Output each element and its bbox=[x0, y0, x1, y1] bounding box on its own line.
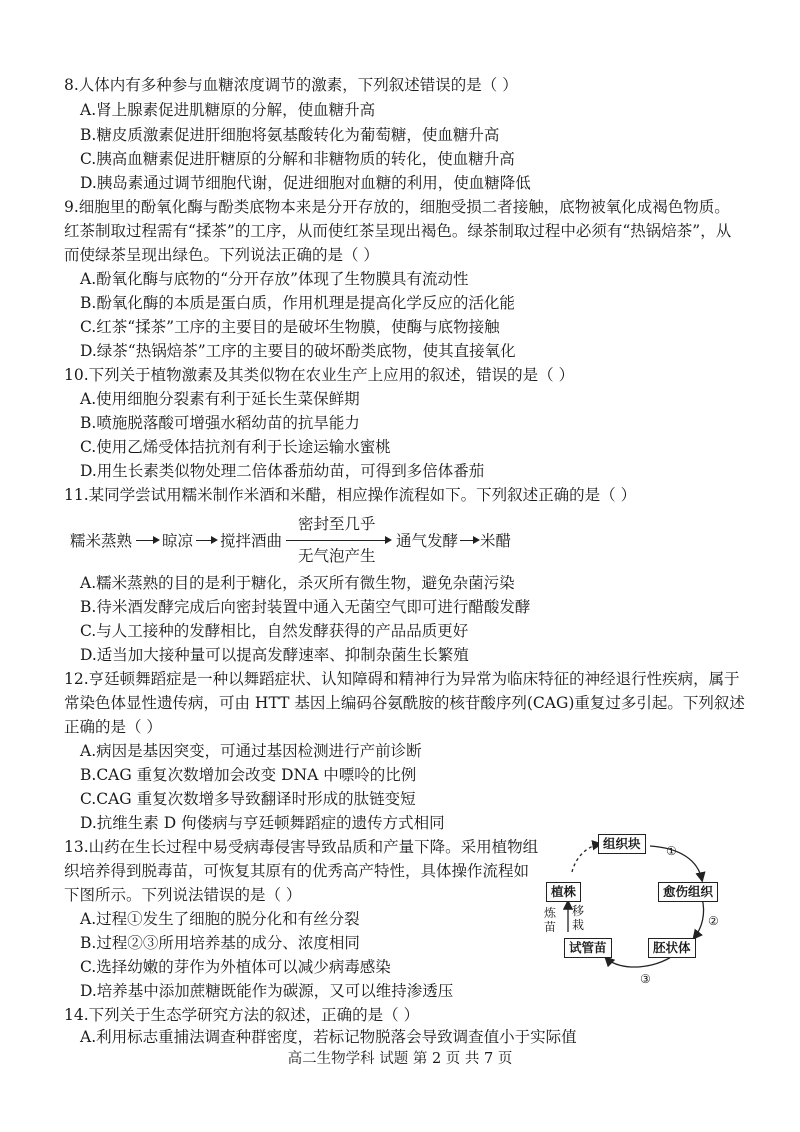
label-step3: ③ bbox=[640, 972, 651, 986]
question-10-option-b: B.喷施脱落酸可增强水稻幼苗的抗旱能力 bbox=[80, 414, 360, 432]
question-10-option-d: D.用生长素类似物处理二倍体番茄幼苗，可得到多倍体番茄 bbox=[80, 462, 485, 480]
question-11-option-b: B.待米酒发酵完成后向密封装置中通入无菌空气即可进行醋酸发酵 bbox=[80, 598, 531, 616]
flow-step-aerate: 通气发酵 bbox=[396, 532, 459, 550]
question-9-option-b: B.酚氧化酶的本质是蛋白质，作用机理是提高化学反应的活化能 bbox=[80, 294, 515, 312]
question-10-stem: 10.下列关于植物激素及其类似物在农业生产上应用的叙述，错误的是（ ） bbox=[64, 366, 575, 384]
question-9-option-a: A.酚氧化酶与底物的“分开存放”体现了生物膜具有流动性 bbox=[80, 270, 469, 288]
flow-step-steam-rice: 糯米蒸熟 bbox=[70, 532, 133, 550]
label-transplant: 移栽 bbox=[572, 904, 585, 932]
flow-step-mix-starter: 搅拌酒曲 bbox=[220, 532, 283, 550]
fermentation-flowchart bbox=[70, 512, 570, 574]
question-10-option-c: C.使用乙烯受体拮抗剂有利于长途运输水蜜桃 bbox=[80, 438, 391, 456]
question-8-option-d: D.胰岛素通过调节细胞代谢，促进细胞对血糖的利用，使血糖降低 bbox=[80, 174, 531, 192]
question-12-option-c: C.CAG 重复次数增多导致翻译时形成的肽链变短 bbox=[80, 790, 416, 808]
question-11-option-d: D.适当加大接种量可以提高发酵速率、抑制杂菌生长繁殖 bbox=[80, 646, 469, 664]
question-13-option-a: A.过程①发生了细胞的脱分化和有丝分裂 bbox=[80, 910, 360, 928]
cycle-arrows-svg bbox=[530, 832, 750, 992]
question-12-stem-line2: 常染色体显性遗传病，可由 HTT 基因上编码谷氨酰胺的核苷酸序列(CAG)重复过多引起。下列叙述 bbox=[64, 694, 745, 712]
node-test-tube-seedling: 试管苗 bbox=[564, 938, 612, 958]
question-12-stem-line3: 正确的是（ ） bbox=[64, 718, 162, 736]
tissue-culture-cycle-diagram bbox=[530, 832, 750, 992]
flow-step-vinegar: 米醋 bbox=[480, 532, 512, 550]
question-13-stem-line2: 织培养得到脱毒苗，可恢复其原有的优秀高产特性，具体操作流程如 bbox=[64, 862, 530, 880]
question-9-option-d: D.绿茶“热锅焙茶”工序的主要目的破坏酚类底物，使其直接氧化 bbox=[80, 342, 516, 360]
question-8-option-c: C.胰高血糖素促进肝糖原的分解和非糖物质的转化，使血糖升高 bbox=[80, 150, 515, 168]
node-tissue-block: 组织块 bbox=[598, 834, 646, 854]
question-8-option-a: A.肾上腺素促进肌糖原的分解，使血糖升高 bbox=[80, 101, 376, 119]
flow-arrow-icon bbox=[460, 540, 478, 541]
question-12-option-d: D.抗维生素 D 佝偻病与亨廷顿舞蹈症的遗传方式相同 bbox=[80, 814, 445, 832]
question-10-option-a: A.使用细胞分裂素有利于延长生菜保鲜期 bbox=[80, 390, 360, 408]
flow-step-seal-bottom: 无气泡产生 bbox=[298, 547, 376, 565]
question-14-stem: 14.下列关于生态学研究方法的叙述，正确的是（ ） bbox=[64, 1006, 420, 1024]
question-12-option-b: B.CAG 重复次数增加会改变 DNA 中嘌呤的比例 bbox=[80, 766, 417, 784]
arrow-step2-icon bbox=[694, 898, 704, 938]
question-13-stem-line3: 下图所示。下列说法错误的是（ ） bbox=[64, 886, 302, 904]
question-11-option-c: C.与人工接种的发酵相比，自然发酵获得的产品品质更好 bbox=[80, 622, 469, 640]
node-embryoid: 胚状体 bbox=[648, 938, 696, 958]
label-hardening: 炼苗 bbox=[544, 906, 557, 934]
question-9-option-c: C.红茶“揉茶”工序的主要目的是破坏生物膜，使酶与底物接触 bbox=[80, 318, 500, 336]
question-9-stem-line1: 9.细胞里的酚氧化酶与酚类底物本来是分开存放的，细胞受损二者接触，底物被氧化成褐色物质。 bbox=[64, 198, 730, 216]
question-12-option-a: A.病因是基因突变，可通过基因检测进行产前诊断 bbox=[80, 742, 422, 760]
question-8-stem: 8.人体内有多种参与血糖浓度调节的激素，下列叙述错误的是（ ） bbox=[64, 76, 518, 94]
node-callus: 愈伤组织 bbox=[658, 882, 718, 902]
flow-step-seal-top: 密封至几乎 bbox=[298, 515, 376, 533]
flow-arrow-icon bbox=[136, 540, 158, 541]
question-13-option-b: B.过程②③所用培养基的成分、浓度相同 bbox=[80, 934, 360, 952]
question-9-stem-line3: 而使绿茶呈现出绿色。下列说法正确的是（ ） bbox=[64, 246, 379, 264]
question-12-stem-line1: 12.亨廷顿舞蹈症是一种以舞蹈症状、认知障碍和精神行为异常为临床特征的神经退行性疾病，属于 bbox=[64, 670, 740, 688]
question-11-option-a: A.糯米蒸熟的目的是利于糖化，杀灭所有微生物，避免杂菌污染 bbox=[80, 574, 515, 592]
node-plant: 植株 bbox=[546, 882, 581, 902]
question-13-option-c: C.选择幼嫩的芽作为外植体可以减少病毒感染 bbox=[80, 958, 391, 976]
question-13-stem-line1: 13.山药在生长过程中易受病毒侵害导致品质和产量下降。采用植物组 bbox=[64, 838, 539, 856]
arrow-return-icon bbox=[572, 844, 600, 872]
flow-step-cool: 晾凉 bbox=[162, 532, 194, 550]
question-13-option-d: D.培养基中添加蔗糖既能作为碳源，又可以维持渗透压 bbox=[80, 982, 454, 1000]
question-14-option-a: A.利用标志重捕法调查种群密度，若标记物脱落会导致调查值小于实际值 bbox=[80, 1028, 577, 1046]
flow-arrow-icon bbox=[196, 540, 216, 541]
page-footer: 高二生物学科 试题 第 2 页 共 7 页 bbox=[287, 1051, 513, 1067]
label-step1: ① bbox=[666, 844, 677, 858]
label-step2: ② bbox=[708, 914, 719, 928]
flow-arrow-seal-icon bbox=[286, 540, 390, 541]
question-8-option-b: B.糖皮质激素促进肝细胞将氨基酸转化为葡萄糖，使血糖升高 bbox=[80, 126, 500, 144]
question-11-stem: 11.某同学尝试用糯米制作米酒和米醋，相应操作流程如下。下列叙述正确的是（ ） bbox=[64, 486, 637, 504]
question-9-stem-line2: 红茶制取过程需有“揉茶”的工序，从而使红茶呈现出褐色。绿茶制取过程中必须有“热锅焙茶”，从 bbox=[64, 222, 732, 240]
